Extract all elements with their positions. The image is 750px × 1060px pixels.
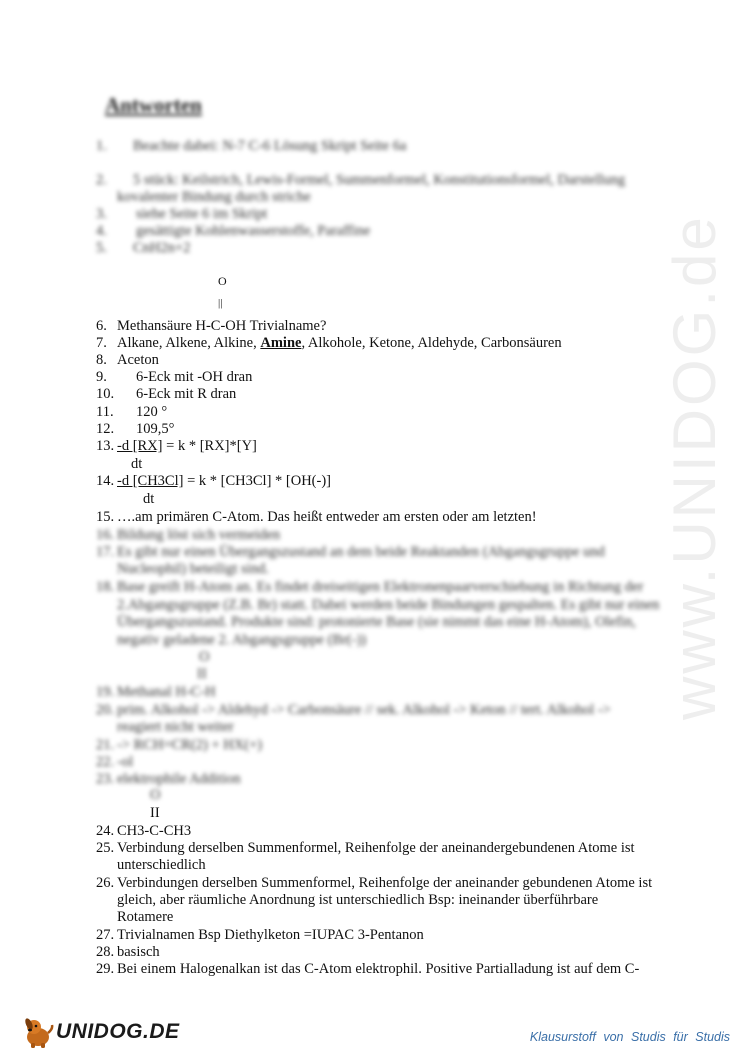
list-item-continuation: gleich, aber räumliche Anordnung ist unterschiedlich Bsp: ineinander überführbare <box>117 892 599 908</box>
brand-logo[interactable] <box>22 1015 180 1049</box>
watermark-text: www.UNIDOG.de <box>661 214 728 720</box>
list-item-continuation: Rotamere <box>117 909 174 925</box>
brand-name: UNIDOG.DE <box>56 1020 180 1043</box>
footer-tagline: Klausurstoff von Studis für Studis <box>529 1030 730 1044</box>
formula-oxygen: O <box>218 274 227 288</box>
dog-icon <box>22 1015 54 1049</box>
formula-oxygen: O <box>150 787 161 803</box>
formula-double-bond: II <box>150 805 160 821</box>
list-item-continuation: unterschiedlich <box>117 857 206 873</box>
watermark <box>660 160 750 720</box>
amine-term: Amine <box>260 335 302 351</box>
formula-dt: dt <box>131 456 143 472</box>
formula-double-bond: || <box>218 297 223 309</box>
formula-dt: dt <box>143 491 155 507</box>
page-title: Antworten <box>105 93 202 117</box>
